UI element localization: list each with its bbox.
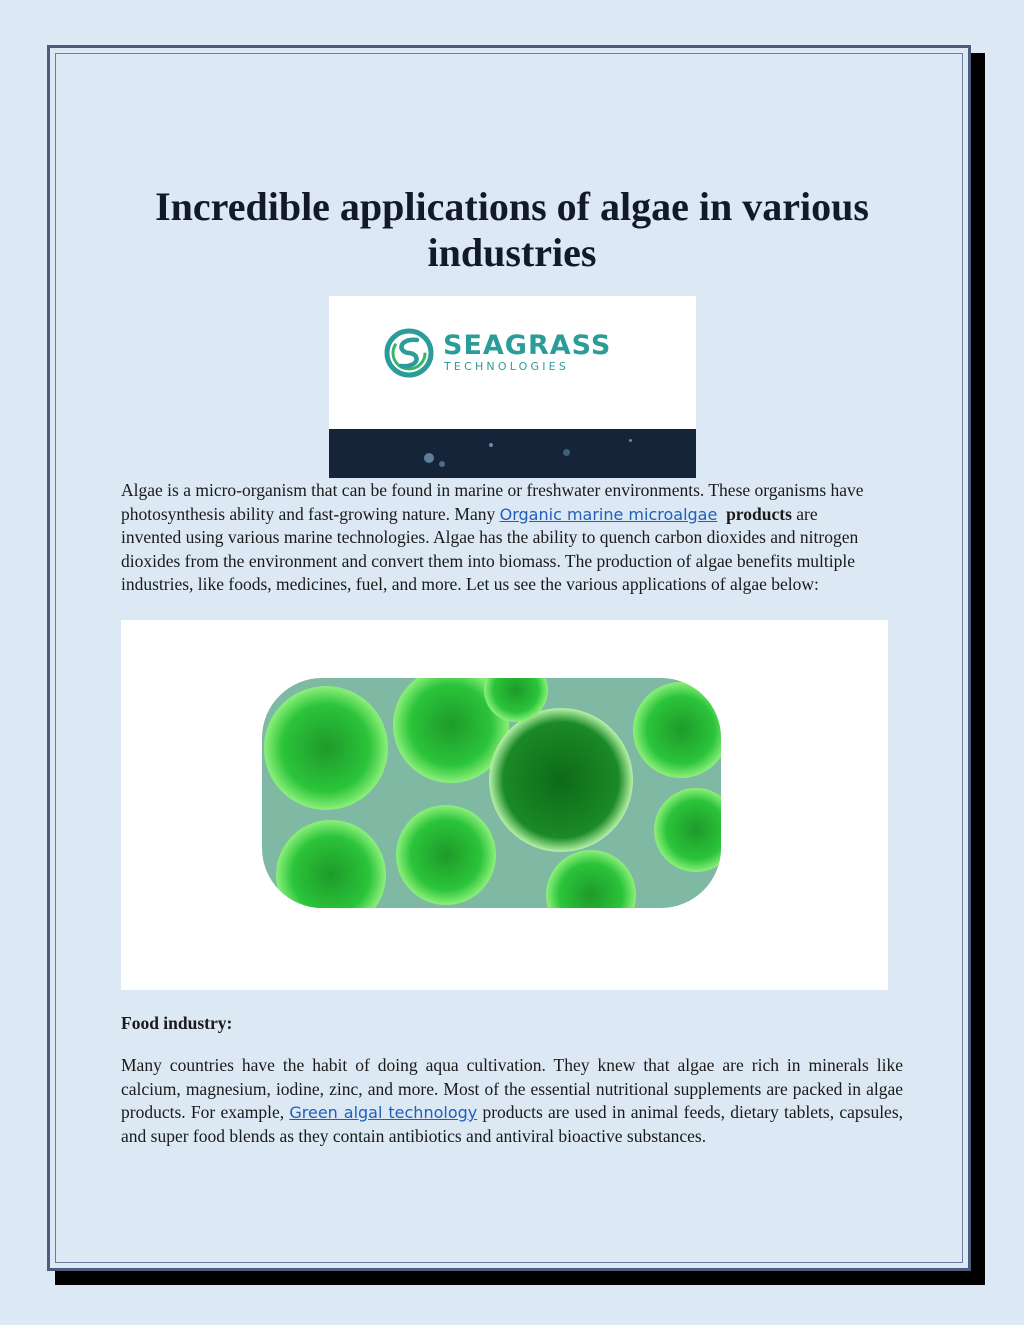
food-text-2: products are used in animal feeds, dietary tablets, capsules, and super food blends as they contain antibiotics and antiviral bioactive substances. — [121, 1102, 904, 1146]
intro-paragraph — [121, 479, 881, 597]
green-algal-technology-link[interactable]: Green algal technology — [289, 1103, 478, 1122]
food-industry-paragraph — [121, 1054, 903, 1148]
organic-marine-microalgae-link[interactable]: Organic marine microalgae — [499, 504, 718, 524]
intro-text-2: are invented using various marine technologies. Algae has the ability to quench carbon dioxides and nitrogen dioxides from the environment and convert them into biomass. The production of algae benefits multiple industries, like foods, medicines, fuel, and more. Let us see the various applications of algae below: — [121, 503, 859, 594]
logo-brand-text: SEAGRASS — [443, 330, 612, 361]
intro-text-1: Algae is a micro-organism that can be found in marine or freshwater environments. These organisms have photosynthesis ability and fast-growing nature. Many — [121, 480, 864, 524]
document-title: Incredible applications of algae in various industries — [155, 184, 869, 275]
food-text-1: Many countries have the habit of doing aqua cultivation. They knew that algae are rich in minerals like calcium, magnesium, iodine, zinc, and more. Most of the essential nutritional supplements are packed in algae products. For example, — [121, 1055, 903, 1122]
logo-tagline-text: TECHNOLOGIES — [444, 360, 570, 373]
seagrass-logo-image — [329, 296, 696, 478]
algae-cells-illustration — [121, 620, 888, 990]
algae-cells-photo — [121, 620, 888, 990]
logo-dark-band — [329, 429, 696, 478]
food-industry-heading: Food industry: — [121, 1013, 233, 1033]
intro-bold-products: products — [726, 503, 792, 524]
